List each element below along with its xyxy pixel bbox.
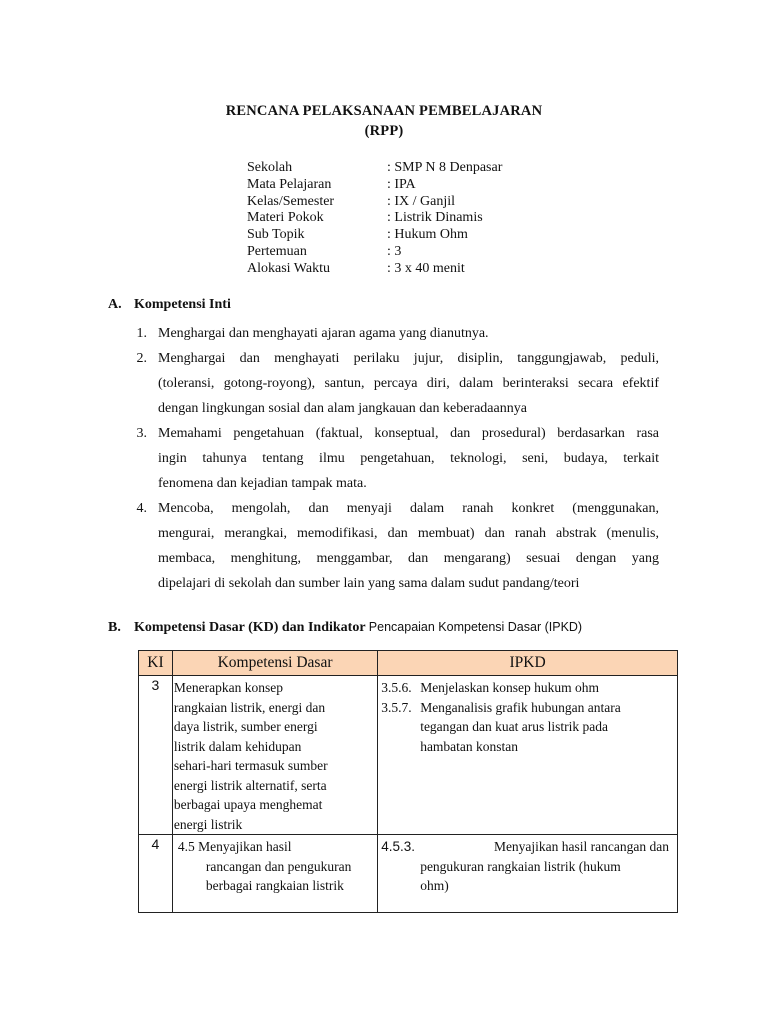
info-value: : IX / Ganjil bbox=[387, 193, 456, 209]
table-header-ki: KI bbox=[139, 651, 173, 676]
ipkd-number: 4.5.3. bbox=[381, 839, 415, 854]
list-item-number: 1. bbox=[136, 326, 147, 341]
list-item-line: Memahami pengetahuan (faktual, konseptual, dan prosedural) berdasarkan rasa bbox=[158, 426, 659, 441]
table-header-ipkd: IPKD bbox=[378, 651, 678, 676]
kd-text bbox=[173, 676, 377, 834]
kd-cell bbox=[172, 835, 377, 913]
ipkd-item bbox=[378, 698, 677, 757]
document-subtitle: (RPP) bbox=[364, 123, 404, 139]
kd-line: rancangan dan pengukuran bbox=[205, 858, 352, 874]
document-title: RENCANA PELAKSANAAN PEMBELAJARAN bbox=[225, 103, 543, 119]
ipkd-line: ohm) bbox=[420, 878, 449, 893]
table-header-kd: Kompetensi Dasar bbox=[172, 651, 377, 676]
kd-cell bbox=[172, 676, 377, 835]
kd-line: 4.5 Menyajikan hasil bbox=[177, 839, 292, 854]
info-label: Sub Topik bbox=[247, 227, 305, 243]
kd-text bbox=[173, 835, 377, 896]
list-item bbox=[127, 421, 659, 496]
info-value: : 3 bbox=[387, 243, 402, 259]
section-a-heading bbox=[108, 297, 231, 313]
kd-line: rangkaian listrik, energi dan bbox=[173, 699, 326, 715]
table-row bbox=[139, 835, 678, 913]
ipkd-number: 3.5.7. bbox=[381, 699, 412, 715]
list-item-line: mengurai, merangkai, memodifikasi, dan membuat) dan ranah abstrak (menulis, bbox=[158, 526, 659, 541]
ki-cell: 4 bbox=[139, 835, 173, 913]
section-letter: A. bbox=[108, 297, 122, 312]
list-item-line: (toleransi, gotong-royong), santun, percaya diri, dalam berinteraksi secara efektif bbox=[158, 376, 659, 391]
info-value: : SMP N 8 Denpasar bbox=[387, 160, 503, 175]
section-title: Kompetensi Inti bbox=[134, 297, 231, 312]
list-item bbox=[127, 496, 659, 596]
section-letter: B. bbox=[108, 620, 121, 635]
table-header-row bbox=[139, 651, 678, 676]
list-item-number: 4. bbox=[136, 501, 147, 516]
kd-line: berbagai upaya menghemat bbox=[173, 797, 323, 812]
info-label: Pertemuan bbox=[247, 243, 307, 259]
info-value: : Hukum Ohm bbox=[387, 227, 468, 243]
list-item-line: dipelajari di sekolah dan sumber lain yang sama dalam sudut pandang/teori bbox=[158, 576, 580, 591]
ipkd-number: 3.5.6. bbox=[381, 680, 412, 695]
info-label: Alokasi Waktu bbox=[247, 260, 330, 276]
kd-ipkd-table bbox=[138, 650, 678, 913]
info-label: Sekolah bbox=[247, 160, 293, 175]
kd-line: energi listrik alternatif, serta bbox=[173, 777, 327, 793]
ipkd-item bbox=[378, 837, 677, 896]
list-item-line: fenomena dan kejadian tampak mata. bbox=[158, 476, 367, 491]
kd-line: daya listrik, sumber energi bbox=[173, 719, 318, 734]
info-value: : 3 x 40 menit bbox=[387, 260, 465, 276]
ipkd-cell bbox=[378, 835, 678, 913]
list-item-number: 2. bbox=[136, 351, 147, 366]
info-label: Mata Pelajaran bbox=[247, 176, 332, 192]
kompetensi-inti-list bbox=[127, 321, 659, 596]
kd-line: Menerapkan konsep bbox=[173, 680, 283, 695]
list-item-line: Menghargai dan menghayati ajaran agama yang dianutnya. bbox=[158, 326, 489, 341]
ki-cell: 3 bbox=[139, 676, 173, 835]
info-label: Materi Pokok bbox=[247, 210, 324, 226]
list-item-number: 3. bbox=[136, 426, 147, 441]
ipkd-line: tegangan dan kuat arus listrik pada bbox=[420, 719, 609, 734]
kd-line: sehari-hari termasuk sumber bbox=[173, 758, 328, 773]
ipkd-line: pengukuran rangkaian listrik (hukum bbox=[420, 858, 621, 874]
kd-line: listrik dalam kehidupan bbox=[173, 738, 302, 754]
list-item bbox=[127, 346, 659, 421]
list-item-line: Menghargai dan menghayati perilaku jujur, disiplin, tanggungjawab, peduli, bbox=[158, 351, 659, 366]
section-b-heading bbox=[108, 620, 582, 636]
list-item-line: ingin tahunya tentang ilmu pengetahuan, teknologi, seni, budaya, terkait bbox=[158, 451, 659, 466]
info-label: Kelas/Semester bbox=[247, 193, 335, 209]
list-item bbox=[127, 321, 659, 346]
ipkd-item bbox=[378, 678, 677, 698]
list-item-line: dengan lingkungan sosial dan alam jangkauan dan keberadaannya bbox=[158, 401, 527, 416]
ipkd-line: hambatan konstan bbox=[420, 738, 519, 754]
section-title: Kompetensi Dasar (KD) dan Indikator bbox=[134, 620, 366, 635]
kd-line: energi listrik bbox=[173, 816, 243, 832]
ipkd-line: Menyajikan hasil rancangan dan bbox=[493, 839, 669, 854]
info-value: : IPA bbox=[387, 176, 416, 192]
ipkd-line: Menjelaskan konsep hukum ohm bbox=[420, 680, 600, 695]
kd-line: berbagai rangkaian listrik bbox=[205, 878, 344, 893]
section-title-suffix: Pencapaian Kompetensi Dasar (IPKD) bbox=[368, 620, 583, 634]
info-value: : Listrik Dinamis bbox=[387, 210, 483, 226]
ipkd-cell bbox=[378, 676, 678, 835]
list-item-line: membaca, menghitung, menggambar, dan mengarang) sesuai dengan yang bbox=[158, 551, 659, 566]
table-row bbox=[139, 676, 678, 835]
list-item-line: Mencoba, mengolah, dan menyaji dalam ranah konkret (menggunakan, bbox=[158, 501, 659, 516]
ipkd-line: Menganalisis grafik hubungan antara bbox=[420, 699, 621, 715]
